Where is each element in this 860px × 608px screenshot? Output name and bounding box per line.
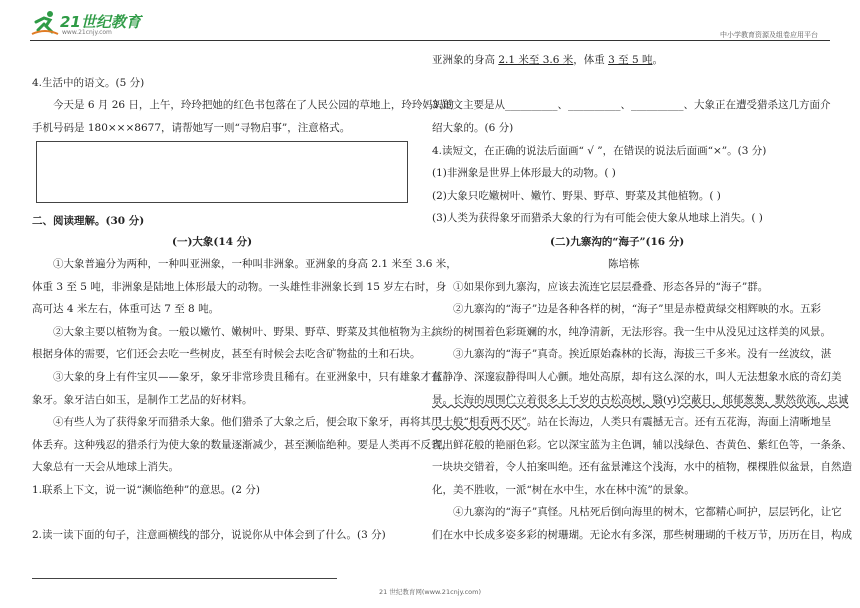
passage-2-paragraph: ②九寨沟的“海子”边是各种各样的树，“海子”里是赤橙黄绿交相辉映的水。五彩	[453, 303, 821, 315]
passage-2-title: (二)九寨沟的“海子”(16 分)	[550, 236, 685, 248]
passage-2-paragraph: 卫士般“相看两不厌”。站在长海边，人类只有震撼无言。还有五花海，海面上清晰地呈	[432, 416, 832, 428]
question-3: 绍大象的。(6 分)	[432, 122, 514, 134]
passage-2-paragraph: ④九寨沟的“海子”真怪。凡枯死后倒向海里的树木，它都精心呵护，层层钙化，让它	[453, 506, 842, 518]
passage-2-paragraph: 化，美不胜收，一派“树在水中生，水在林中流”的景象。	[432, 484, 695, 496]
passage-2-paragraph: ③九寨沟的“海子”真奇。挨近原始森林的长海，海拔三千多米。没有一丝波纹，湛	[453, 348, 832, 360]
passage-1-paragraph: 高可达 4 米左右，体重可达 7 至 8 吨。	[32, 303, 220, 315]
answer-box[interactable]	[36, 141, 408, 203]
passage-1-paragraph: 象牙。象牙洁白如玉，是制作工艺品的好材料。	[32, 394, 253, 406]
passage-1-paragraph: 体重 3 至 5 吨，非洲象是陆地上体形最大的动物。一头雄性非洲象长到 15 岁左右时，身	[32, 281, 447, 293]
footer-divider	[32, 578, 337, 579]
passage-2-paragraph: 们在水中长成多姿多彩的树珊瑚。无论水有多深，那些树珊瑚的千枝万节，历历在目，构成	[432, 529, 852, 541]
passage-1-paragraph: ②大象主要以植物为食。一般以嫩竹、嫩树叶、野果、野草、野菜及其他植物为主。	[53, 326, 442, 338]
logo-url: www.21cnjy.com	[62, 29, 112, 36]
question-4-text: 今天是 6 月 26 日，上午，玲玲把她的红色书包落在了人民公园的草地上，玲玲妈妈的	[53, 99, 454, 111]
underlined-phrase: 2.1 米至 3.6 米	[498, 54, 574, 66]
site-logo	[30, 8, 140, 40]
passage-2-paragraph: 现出鲜花般的艳丽色彩。它以深宝蓝为主色调，辅以浅绿色、杏黄色、紫红色等，一条条、	[432, 439, 852, 451]
passage-1-paragraph: ④有些人为了获得象牙而猎杀大象。他们猎杀了大象之后，便会取下象牙，再将其尸	[53, 416, 442, 428]
runner-logo-icon	[30, 10, 60, 36]
judgement-item: (2)大象只吃嫩树叶、嫩竹、野果、野草、野菜及其他植物。( )	[432, 190, 721, 202]
judgement-item: (3)人类为获得象牙而猎杀大象的行为有可能会使大象从地球上消失。( )	[432, 212, 763, 224]
judgement-item: (1)非洲象是世界上体形最大的动物。( )	[432, 167, 616, 179]
passage-2-paragraph: ①如果你到九寨沟，应该去流连它层层叠叠、形态各异的“海子”群。	[453, 281, 769, 293]
page-footer: 21 世纪教育网(www.21cnjy.com)	[379, 588, 481, 596]
question-4-title: 4.生活中的语文。(5 分)	[32, 77, 145, 89]
wavy-underlined-sentence: 卫士般“相看两不厌”	[432, 416, 527, 428]
section-2-heading: 二、阅读理解。(30 分)	[32, 215, 145, 227]
question-1: 1.联系上下文，说一说“濒临绝种”的意思。(2 分)	[32, 484, 260, 496]
passage-1-paragraph: ①大象普遍分为两种，一种叫亚洲象，一种叫非洲象。亚洲象的身高 2.1 米至 3.6 米，	[53, 258, 457, 270]
quoted-sentence: 亚洲象的身高 2.1 米至 3.6 米，体重 3 至 5 吨。	[432, 54, 663, 66]
passage-1-paragraph: ③大象的身上有件宝贝——象牙，象牙非常珍贵且稀有。在亚洲象中，只有雄象才有	[53, 371, 442, 383]
passage-1-paragraph: 体丢弃。这种残忍的猎杀行为使大象的数量逐渐减少，甚至濒临绝种。要是人类再不反省，	[32, 439, 452, 451]
passage-2-paragraph: 一块块交错着，令人拍案叫绝。还有盆景滩这个浅海，水中的植物，棵棵胜似盆景，自然造	[432, 461, 852, 473]
wavy-underlined-sentence: 景。长海的周围伫立着很多上千岁的古松高树，翳(yì)空蔽日，郁郁葱葱，默然欲流，忠诚	[432, 394, 849, 406]
passage-1-paragraph: 大象总有一天会从地球上消失。	[32, 461, 179, 473]
passage-2-paragraph: 蓝静净、深邃寂静得叫人心颤。地处高原，却有这么深的水，叫人无法想象水底的奇幻美	[432, 371, 842, 383]
question-4-text: 手机号码是 180×××8677，请帮她写一则“寻物启事”，注意格式。	[32, 122, 351, 134]
question-3: 3.短文主要是从__________、__________、__________、大象正在遭受猎杀这几方面介	[432, 99, 831, 111]
logo-text: 21世纪教育	[60, 13, 141, 31]
passage-1-title: (一)大象(14 分)	[172, 236, 253, 248]
passage-1-paragraph: 根据身体的需要，它们还会去吃一些树皮，甚至有时候会去吃含矿物盐的土和石块。	[32, 348, 421, 360]
passage-2-author: 陈培栋	[608, 258, 640, 270]
question-2: 2.读一读下面的句子，注意画横线的部分，说说你从中体会到了什么。(3 分)	[32, 529, 386, 541]
platform-name: 中小学教育资源及组卷应用平台	[720, 31, 818, 39]
question-4-judgement: 4.读短文，在正确的说法后面画“ √ ”，在错误的说法后面画“×”。(3 分)	[432, 145, 767, 157]
underlined-phrase: 3 至 5 吨	[608, 54, 653, 66]
header-divider	[30, 40, 830, 41]
passage-2-paragraph: 缤纷的树围着色彩斑斓的水，纯净清新，无法形容。我一生中从没见过这样美的风景。	[432, 326, 831, 338]
